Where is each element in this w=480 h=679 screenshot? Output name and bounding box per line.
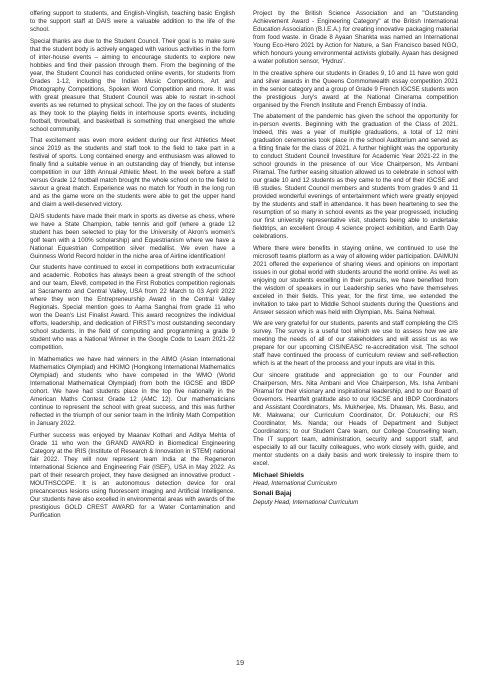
signatory-name: Sonali Bajaj	[253, 490, 292, 498]
signatory-role: Head, International Curriculum	[253, 480, 337, 488]
paragraph: In Mathematics we have had winners in the AIMO (Asian International Mathematics Olympiad) and HKIMO (Hongkong International Mathematics Olympiad) and students who have competed in the WMO (World International Mathematical Olympiad) from both the IGCSE and IBDP cohort. We have had students place in the top five nationally in the American Maths Contest Grade 12 (AMC 12). Our mathematicians continue to represent the school with great success, and this was further reflected in the triumph of our senior team in the Infinity Math Competition in January 2022.	[30, 355, 235, 427]
paragraph: Our students have continued to excel in competitions both extracurricular and academic. Robotics has always been a great strength of the school and our team, Elev8, competed in the First Robotics competition regionals at Sacramento and Central Valley, USA from 22 March to 03 April 2022 where they won the Entrepreneurship Award in the Central Valley Regionals. Special mention goes to Aarna Sanghai from grade 11 who won the Dean's List Finalist Award. This award recognizes the individual efforts, leadership, and dedication of FIRST's most outstanding secondary school students. In the field of computing and programming a grade 9 student who was a National Winner in the Google Code to Learn 2021-22 competition.	[30, 264, 235, 352]
paragraph: That excitement was even more evident during our first Athletics Meet since 2019 as the students and staff took to the field to take part in a festival of sports. Long contained energy and enthusiasm was allowed to finally find a suitable venue in an outstanding day of friendly, but intense competition in our 18th Annual Athletic Meet. In the week before a staff versus Grade 12 football match brought the whole school on to the field to savour a great match. Experience was no match for Youth in the long run and as the game wore on the students were able to get the upper hand and claim a well-deserved victory.	[30, 137, 235, 209]
paragraph: offering support to students, and English-Vinglish, teaching basic English to the support staff at DAIS were a valuable addition to the life of the school.	[30, 10, 235, 33]
signatory-role: Deputy Head, International Curriculum	[253, 498, 359, 506]
paragraph: Our sincere gratitude and appreciation go to our Founder and Chairperson, Mrs. Nita Ambani and Vice Chairperson, Ms. Isha Ambani Piramal for their visionary and inspirational leadership, and to our Board of Governors. Heartfelt gratitude also to our IGCSE and IBDP Coordinators and Assistant Coordinators, Ms. Mukherjee, Ms. Dhawan, Ms. Basu, and Mr. Makwana; our Curriculum Coordinator, Dr. Potukuchi; our RS Coordinator, Ms. Nanda; our Heads of Department and Subject Coordinators; to our Student Care team, our College Counselling team, The IT support team, administration, security and support staff, and especially to all our faculty colleagues, who work closely with, guide, and mentor students on a daily basis and work tirelessly to inspire them to excel.	[253, 371, 458, 467]
paragraph: Further success was enjoyed by Maanav Kothari and Aditya Mehta of Grade 11 who won the GRAND AWARD in Biomedical Engineering Category at the IRIS (Institute of Research & Innovation in STEM) national fair 2022. They will now represent team India at the Regeneron International Science and Engineering Fair (ISEF), USA in May 2022. As part of their research project, they have designed an innovative product -MOUTHSCOPE. It is an autonomous detection device for oral precancerous lesions using fluorescent imaging and Artificial Intelligence. Our students have also excelled in environmental areas with awards of the prestigious GOLD CREST AWARD for a Water Contamination and Purification	[30, 431, 235, 519]
paragraph: Project by the British Science Association and an "Outstanding Achievement Award - Engineering Category" at the British International Education Association (B.I.E.A.) for creating innovative packaging material from food waste. in Grade 8 Ayaan Shankta was named an International Young Eco-Hero 2021 by Action for Nature, a San Francisco based NGO, which honours young environmental activists globally. Ayaan has designed a water pollution sensor, 'Hydrus'.	[253, 10, 458, 65]
paragraph: The abatement of the pandemic has given the school the opportunity for in-person events. Beginning with the graduation of the Class of 2021. Indeed, this was a year of multiple graduations, a total of 12 mini graduation ceremonies took place in the school Auditorium and served as a fitting finale for the class of 2021. A further highlight was the opportunity to conduct Student Council Investiture for Academic Year 2021-22 in the school grounds in the presence of our Vice Chairperson, Ms Ambani Piramal. The further easing situation allowed us to celebrate in school with our grade 10 and 12 students as they came to the end of their IGCSE and IB studies. Student Council members and students from grades 9 and 11 provided wonderful evenings of entertainment which were greatly enjoyed by the students and staff in attendance. It has been heartening to see the resumption of so many in school events as the year progressed, including our first university representative visit, students being able to undertake fieldtrips, an excellent Group 4 science project exhibition, and Earth Day celebrations.	[253, 113, 458, 241]
paragraph: We are very grateful for our students, parents and staff completing the CIS survey. The survey is a useful tool which we use to assess how we are meeting the needs of all of our stakeholders and will assist us as we prepare for our upcoming CIS/NEASC re-accreditation visit. The school staff have continued the process of curriculum review and self-reflection which is at the heart of the process and your inputs are vital in this.	[253, 320, 458, 368]
right-column	[253, 10, 458, 650]
page-number: 19	[235, 658, 245, 667]
paragraph: Special thanks are due to the Student Council. Their goal is to make sure that the student body is actively engaged with various activities in the form of inter-house events – aiming to encourage students to explore new hobbies and find their passion through them. From the beginning of the year, the Student Council has conducted online events, for students from Grades 1-12, including the Indian Music Competitions, Art and Photography Competitions, Spoken Word Competition and more. It was with great pleasure that Student Council was able to restart in-school events as we returned to physical school. The joy on the faces of students as they took to the playing fields in interhouse sports events, including football, throwball, and basketball is something that energised the whole school community.	[30, 37, 235, 133]
document-page	[30, 10, 458, 650]
signature-block	[253, 472, 458, 507]
paragraph: In the creative sphere our students in Grades 9, 10 and 11 have won gold and silver awards in the Queens Commonwealth essay competition 2021 in the senior category and a group of Grade 9 French IGCSE students won the prestigious Jury's award at the National Cinerama competition organised by the French Institute and French Embassy of India.	[253, 69, 458, 109]
signatory-name: Michael Shields	[253, 471, 304, 479]
left-column	[30, 10, 235, 650]
paragraph: DAIS students have made their mark in sports as diverse as chess, where we have a State Champion, table tennis and golf (where a grade 12 student has been selected to play for the University of Akron's women's golf team with a 100% scholarship) and Equestrianism where we have a National Equestrian Competition silver medallist. We even have a Guinness World Record holder in the niche area of Airline identification!	[30, 212, 235, 260]
paragraph: Where there were benefits in staying online, we continued to use the microsoft teams platform as a way of allowing wider participation. DAIMUN 2021 offered the experience of sharing views and opinions on important issues in our global world with students around the world online. As well as enjoying our students excelling in their pursuits, we have benefited from the wisdom of speakers in our Leadership series who have themselves exceled in their fields. This year, for the first time, we extended the invitation to take part to Middle School students during the Questions and Answer session which was held with Olympian, Ms. Saina Nehwal.	[253, 244, 458, 316]
